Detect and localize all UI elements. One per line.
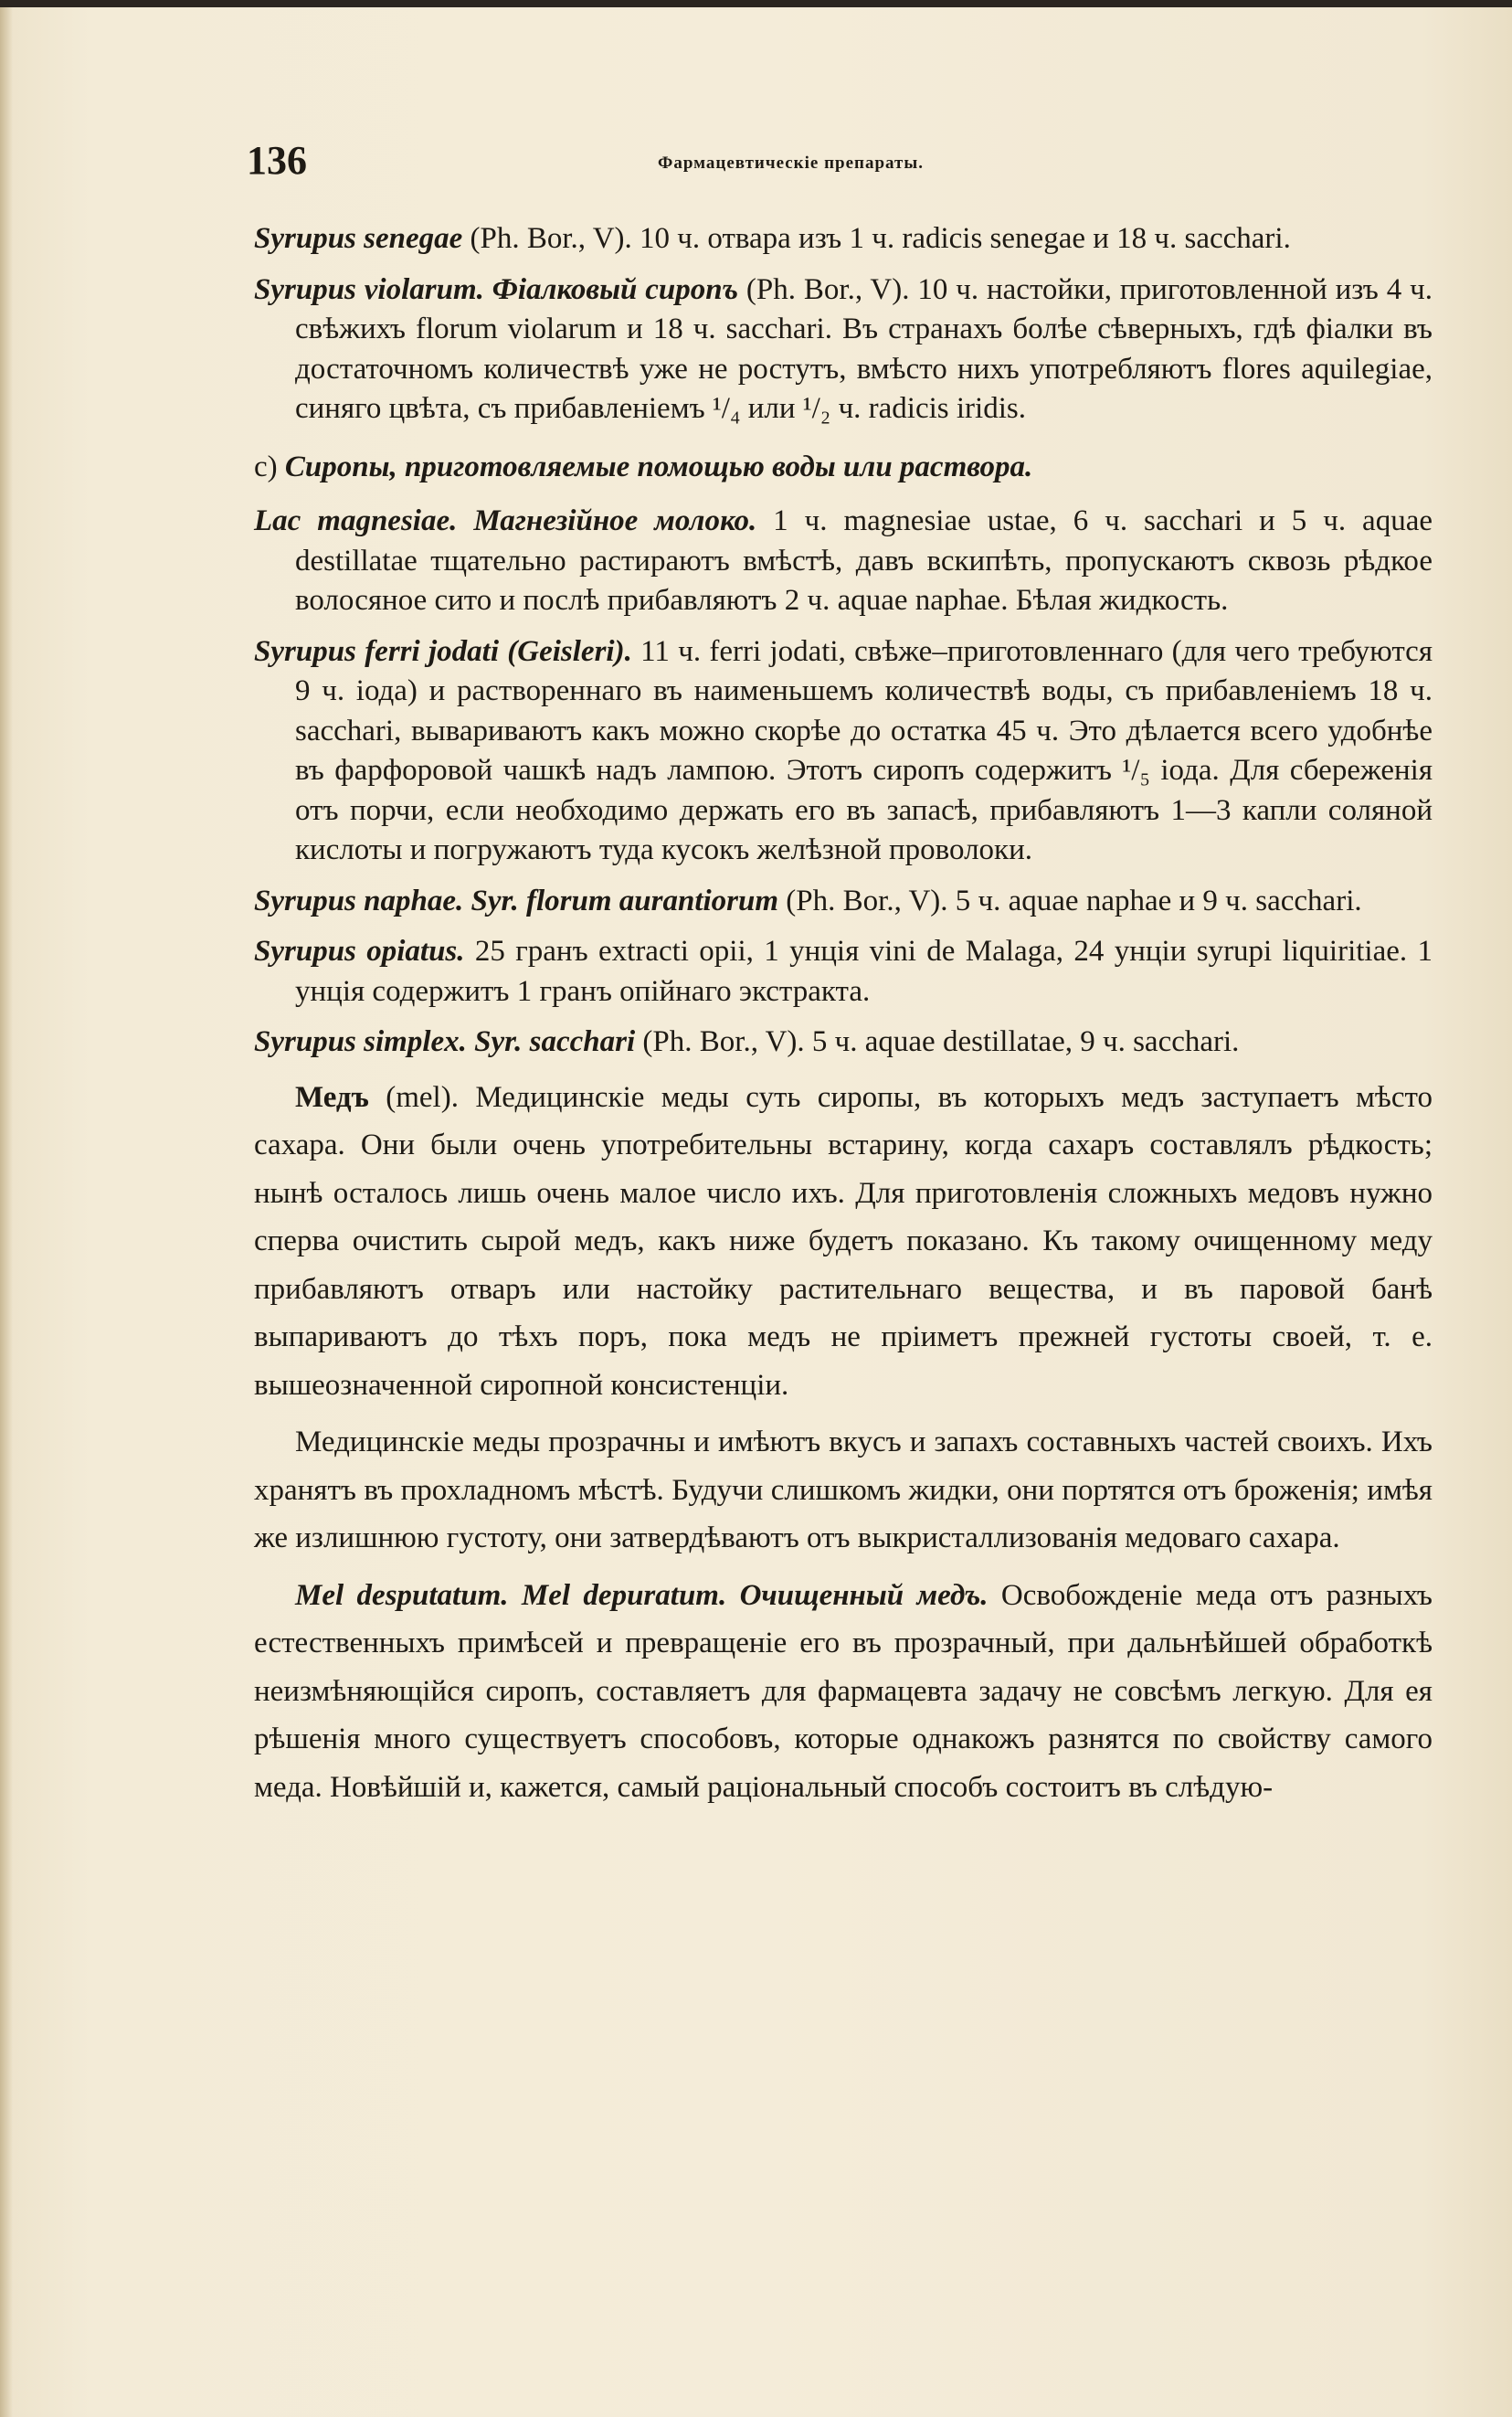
- entry-text: 1 ч. magnesiae ustae, 6 ч. sacchari и 5 ч. aquae destillatae тщательно растираютъ вмѣстѣ, давъ вскипѣть, пропускаютъ сквозь рѣдкое волосяное сито и послѣ прибавляютъ 2 ч. aquae naphae. Бѣлая жидкость.: [295, 504, 1433, 617]
- entry-lac-magnesiae: [254, 502, 1433, 621]
- page-header: [247, 137, 1462, 192]
- entry-syrupus-senegae: [254, 219, 1433, 260]
- paragraph-term: Медъ: [295, 1080, 369, 1114]
- entry-term: Syrupus senegae: [254, 222, 463, 255]
- paragraph-text: (mel). Медицинскіе меды суть сиропы, въ которыхъ медъ заступаетъ мѣсто сахара. Они были очень употребительны встарину, когда сахаръ составлялъ рѣдкость; нынѣ осталось лишь очень малое число ихъ. Для приготовленія сложныхъ медовъ нужно сперва очистить сырой медъ, какъ ниже будетъ показано. Къ такому очищенному меду прибавляютъ отваръ или настойку растительнаго вещества, и въ паровой банѣ выпариваютъ до тѣхъ поръ, пока медъ не пріиметъ прежней густоты своей, т. е. вышеозначенной сиропной консистенціи.: [254, 1080, 1433, 1402]
- entry-syrupus-naphae: [254, 882, 1433, 922]
- subheading-title: Сиропы, приготовляемые помощью воды или раствора.: [284, 450, 1033, 483]
- paragraph-term: Mel desputatum. Mel depuratum. Очищенный медъ.: [295, 1578, 989, 1612]
- entry-text: (Ph. Bor., V). 10 ч. настойки, приготовленной изъ 4 ч. свѣжихъ florum violarum и 18 ч. sacchari. Въ странахъ болѣе сѣверныхъ, гдѣ фіалки въ достаточномъ количествѣ уже не ростутъ, вмѣсто нихъ употребляютъ flores aquilegiae, синяго цвѣта, съ прибавленіемъ ¹/₄ или ¹/₂ ч. radicis iridis.: [295, 272, 1433, 425]
- running-head: Фармацевтическіе препараты.: [658, 154, 924, 173]
- paragraph-text: Освобожденіе меда отъ разныхъ естественныхъ примѣсей и превращеніе его въ прозрачный, при дальнѣйшей обработкѣ неизмѣняющійся сиропъ, составляетъ для фармацевта задачу не совсѣмъ легкую. Для ея рѣшенія много существуетъ способовъ, которые однакожъ разнятся по свойству самого меда. Новѣйшій и, кажется, самый раціональный способъ состоитъ въ слѣдую-: [254, 1578, 1433, 1804]
- entry-term: Syrupus simplex. Syr. sacchari: [254, 1025, 636, 1058]
- section-subheading: [254, 448, 1433, 488]
- entry-term: Syrupus ferri jodati (Geisleri).: [254, 634, 632, 668]
- paragraph-mel-properties: [254, 1418, 1433, 1563]
- entry-syrupus-violarum: [254, 270, 1433, 429]
- page-number: 136: [247, 138, 307, 183]
- entry-text: (Ph. Bor., V). 5 ч. aquae destillatae, 9 ч. sacchari.: [635, 1025, 1240, 1058]
- entry-term: Syrupus opiatus.: [254, 935, 465, 968]
- paragraph-mel: [254, 1074, 1433, 1410]
- entry-syrupus-opiatus: [254, 932, 1433, 1012]
- paragraph-mel-depuratum: [254, 1572, 1433, 1812]
- page-body: [254, 219, 1433, 1820]
- entry-syrupus-ferri-jodati: [254, 632, 1433, 871]
- entry-text: (Ph. Bor., V). 10 ч. отвара изъ 1 ч. radicis senegae и 18 ч. sacchari.: [462, 222, 1291, 255]
- entry-text: 11 ч. ferri jodati, свѣже–приготовленнаго (для чего требуются 9 ч. іода) и раствореннаго въ наименьшемъ количествѣ воды, съ прибавленіемъ 18 ч. sacchari, вывариваютъ какъ можно скорѣе до остатка 45 ч. Это дѣлается всего удобнѣе въ фарфоровой чашкѣ надъ лампою. Этотъ сиропъ содержитъ ¹/₅ іода. Для сбереженія отъ порчи, если необходимо держать его въ запасѣ, прибавляютъ 1—3 капли соляной кислоты и погружаютъ туда кусокъ желѣзной проволоки.: [295, 634, 1433, 866]
- entry-term: Syrupus naphae. Syr. florum aurantiorum: [254, 884, 779, 917]
- paragraph-text: Медицинскіе меды прозрачны и имѣютъ вкусъ и запахъ составныхъ частей своихъ. Ихъ хранятъ въ прохладномъ мѣстѣ. Будучи слишкомъ жидки, они портятся отъ броженія; имѣя же излишнюю густоту, они затвердѣваютъ отъ выкристаллизованія медоваго сахара.: [254, 1426, 1433, 1554]
- subheading-label: c): [254, 450, 278, 483]
- entry-syrupus-simplex: [254, 1023, 1433, 1063]
- entry-text: 25 гранъ extracti opii, 1 унція vini de Malaga, 24 унціи syrupi liquiritiae. 1 унція содержитъ 1 гранъ опійнаго экстракта.: [295, 935, 1433, 1008]
- entry-term: Lac magnesiae. Магнезійное молоко.: [254, 504, 757, 537]
- entry-term: Syrupus violarum. Фіалковый сиропъ: [254, 272, 739, 306]
- entry-text: (Ph. Bor., V). 5 ч. aquae naphae и 9 ч. sacchari.: [778, 884, 1362, 917]
- page-top-edge: [0, 0, 1512, 7]
